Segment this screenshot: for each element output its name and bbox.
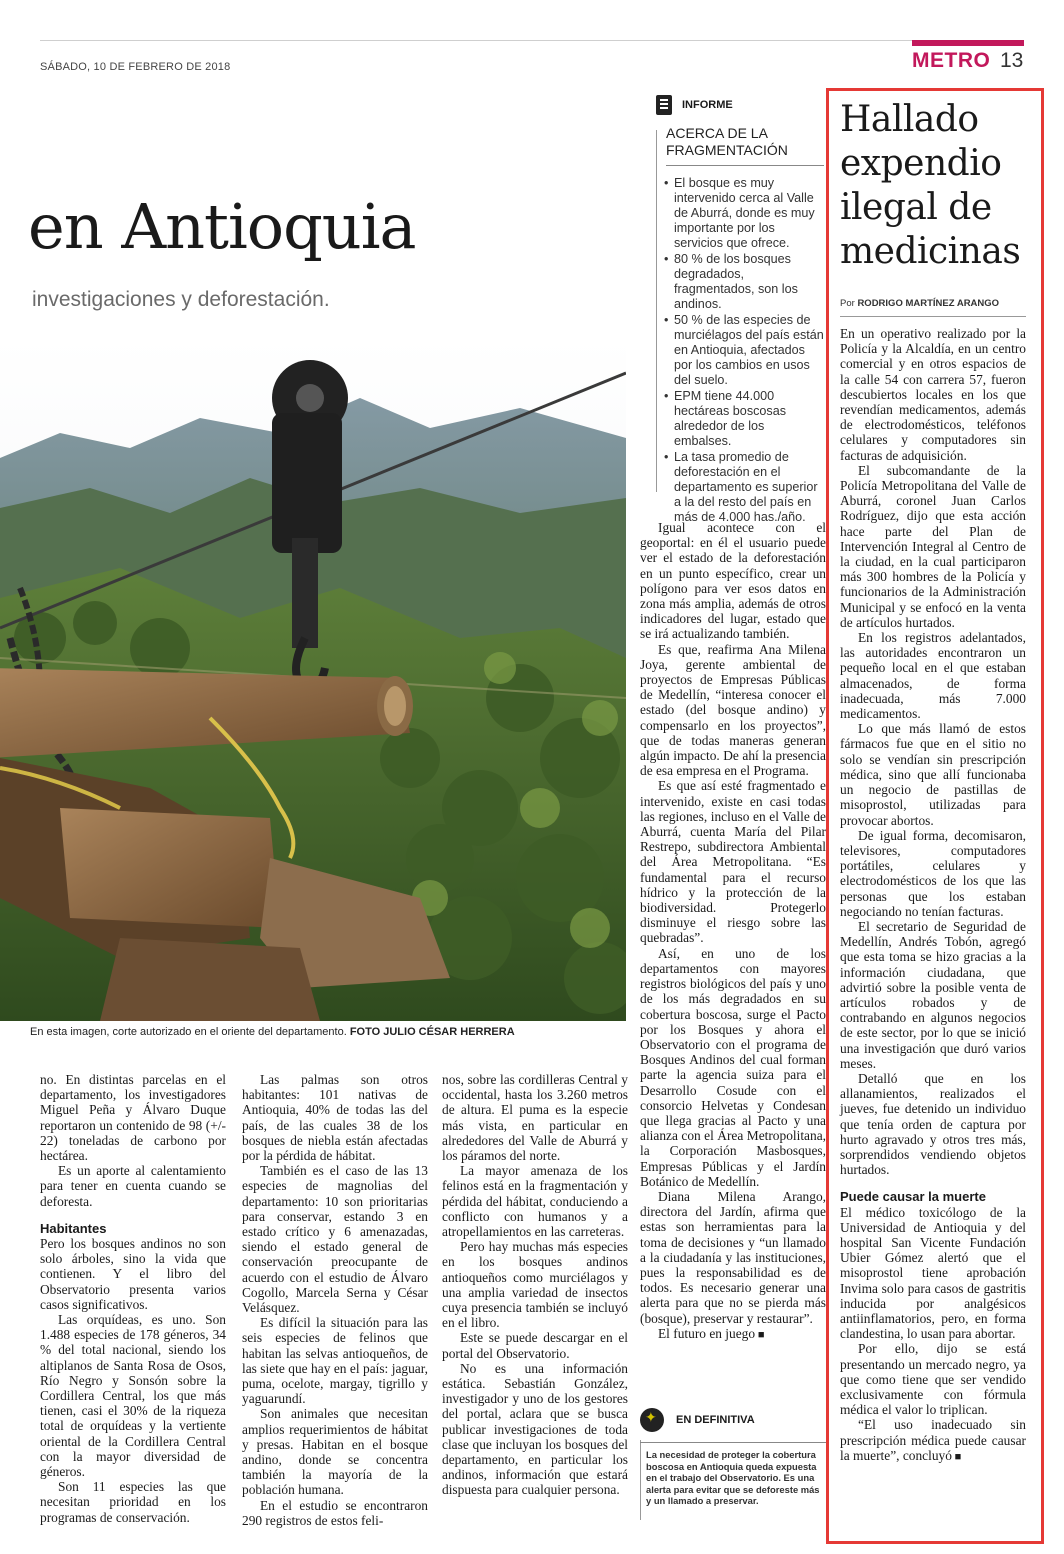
paragraph: Son animales que necesitan amplios requerimientos de hábitat y presas. Habitan en el bosque andino, donde se concentra también la mayoría de la población humana. bbox=[242, 1406, 428, 1498]
list-item: • 80 % de los bosques degradados, fragmentados, son los andinos. bbox=[664, 252, 824, 312]
article-byline bbox=[840, 298, 999, 309]
byline-rule bbox=[840, 316, 1026, 317]
paragraph: Las orquídeas, es uno. Son 1.488 especies de 178 géneros, 34 % del total nacional, siendo los altiplanos de Santa Rosa de Osos, Río Negro y Sonsón sobre la Cordillera Central, los que más tienen, casi el 30% de la riqueza total de orquídeas y la vertiente oriental de la Cordillera Central con la mayor diversidad de géneros. bbox=[40, 1312, 226, 1480]
lead-photo bbox=[0, 338, 626, 1021]
paragraph: De igual forma, decomisaron, televisores, computadores portátiles, celulares y electrodomésticos de los que las personas que los estaban negociando no tenían facturas. bbox=[840, 827, 1026, 919]
paragraph: Detalló que en los allanamientos, realizados el jueves, fue detenido un individuo que tenía orden de captura por hurto agravado y otros tres más, sorprendidos vendiendo objetos hurtados. bbox=[840, 1070, 1026, 1178]
paragraph: Es que así esté fragmentado e intervenido, existe en casi todas las regiones, incluso en el Valle de Aburrá, cuenta María del Pilar Restrepo, subdirectora Ambiental del Área Metropolitana. “Es fundamental para el recurso hídrico y la protección de la biodiversidad. Protegerlo disminuye el riesgo sobre las quebradas”. bbox=[640, 778, 826, 946]
article-title: Hallado expendio ilegal de medicinas bbox=[840, 99, 1021, 272]
lead-subheadline: investigaciones y deforestación. bbox=[32, 288, 330, 311]
body-column-2 bbox=[242, 1072, 428, 1528]
paragraph: La mayor amenaza de los felinos está en la fragmentación y pérdida del hábitat, conduciendo a conflicto con humanos y a atropellamientos en las carreteras. bbox=[442, 1163, 628, 1240]
section-name: METRO bbox=[912, 49, 991, 72]
paragraph: En un operativo realizado por la Policía y la Alcaldía, en un centro comercial y en otros espacios de la calle 54 con carrera 57, fueron descubiertos locales en los que revendían medicamentos, además de electrodomésticos, teléfonos celulares y computadores sin facturas de adquisición. bbox=[840, 326, 1026, 463]
paragraph: nos, sobre las cordilleras Central y occidental, hasta los 3.260 metros de altura. El puma es la especie más vista, en particular en alrededores del Valle de Aburrá y los páramos del norte. bbox=[442, 1072, 628, 1164]
article-body bbox=[840, 326, 1026, 1465]
subheading-habitantes: Habitantes bbox=[40, 1220, 107, 1236]
definitiva-label: EN DEFINITIVA bbox=[676, 1414, 755, 1426]
lead-headline: en Antioquia bbox=[28, 190, 416, 263]
definitiva-rule bbox=[640, 1442, 826, 1443]
definitiva-header bbox=[640, 1408, 826, 1432]
paragraph: Las palmas son otros habitantes: 101 nativas de Antioquia, 40% de todas las del país, de las cuales 38 de los bosques de niebla están afectadas por la pérdida de hábitat. bbox=[242, 1072, 428, 1164]
paragraph: En el estudio se encontraron 290 registros de estos feli- bbox=[242, 1497, 428, 1528]
byline-prefix: Por bbox=[840, 298, 855, 309]
paragraph: El secretario de Seguridad de Medellín, Andrés Tobón, agregó que esta toma se hizo gracias a la información ciudadana, que advirtió sobre la posible venta de artículos robados y de contrabando en algunos negocios de este sector, por lo que se inició una investigación que duró varios meses. bbox=[840, 918, 1026, 1071]
paragraph: Por ello, dijo se está presentando un mercado negro, ya que como tiene que ser vendido exclusivamente con fórmula médica el valor lo triplican. bbox=[840, 1341, 1026, 1418]
byline-author: RODRIGO MARTÍNEZ ARANGO bbox=[857, 298, 1000, 309]
informe-header bbox=[656, 95, 824, 115]
caption-credit: FOTO JULIO CÉSAR HERRERA bbox=[349, 1026, 515, 1038]
body-column-3 bbox=[442, 1072, 628, 1498]
paragraph: Es que, reafirma Ana Milena Joya, gerente ambiental de proyectos de Empresas Públicas de Medellín, “interesa conocer el estado (del bosque andino) y compensarlo en los proyectos”, que de todas maneras generan algún impacto. De ahí la presencia de esa empresa en el Programa. bbox=[640, 641, 826, 779]
caption-text: En esta imagen, corte autorizado en el oriente del departamento. bbox=[30, 1026, 347, 1038]
paragraph: El médico toxicólogo de la Universidad de Antioquia y del hospital San Vicente Fundación Ubier Gómez alertó que el misoprostol tiene aprobación Invima solo para casos de gastritis inducida por analgésicos antiinflamatorios, pero, en forma clandestina, lo usan para abortar. bbox=[840, 1204, 1026, 1342]
top-rule bbox=[40, 40, 1022, 41]
list-item: • La tasa promedio de deforestación en el departamento es superior a la del resto del país en más de 4.000 has./año. bbox=[664, 450, 824, 525]
paragraph: no. En distintas parcelas en el departamento, los investigadores Miguel Peña y Álvaro Duque reportaron un contenido de 98 (+/- 22) toneladas de carbono por hectárea. bbox=[40, 1072, 226, 1164]
subheading-puede-causar-la-muerte: Puede causar la muerte bbox=[840, 1189, 986, 1205]
paragraph: Este se puede descargar en el portal del Observatorio. bbox=[442, 1330, 628, 1361]
paragraph: No es una información estática. Sebastián González, investigador y uno de los gestores del portal, aclara que se busca publicar investigaciones de toda clase que incluyan los bosques del departamento, en particular los andinos, información que estará dispuesta para cualquier persona. bbox=[442, 1360, 628, 1498]
paragraph: El subcomandante de la Policía Metropolitana del Valle de Aburrá, coronel Juan Carlos Rodríguez, dijo que esta acción hace parte del Plan de Intervención Integral al Centro de la ciudad, en la cual participaron más 300 hombres de la Policía y funcionarios de la Administración Municipal y se enfocó en la venta de artículos hurtados. bbox=[840, 462, 1026, 630]
informe-label: INFORME bbox=[682, 99, 733, 111]
list-item: • El bosque es muy intervenido cerca al Valle de Aburrá, donde es muy importante por los servicios que ofrece. bbox=[664, 176, 824, 251]
body-column-4 bbox=[640, 520, 826, 1343]
issue-date: SÁBADO, 10 DE FEBRERO DE 2018 bbox=[40, 61, 231, 73]
document-icon bbox=[656, 95, 672, 115]
en-definitiva-box bbox=[640, 1408, 826, 1507]
paragraph: Así, en uno de los departamentos con mayores registros biológicos del país y uno de los más degradados en su cobertura boscosa, surge el Pacto por los Bosques y ahora el Observatorio con el programa de Bosques Andinos del cual forman parte la agencia suiza para el Desarrollo Cosude con el consorcio Helvetas y Condesan que llega gracias al Pacto y una alianza con el Área Metropolitana, la Corporación Masbosques, Empresas Públicas y el Jardín Botánico de Medellín. bbox=[640, 945, 826, 1189]
paragraph: “El uso inadecuado sin prescripción médica puede causar la muerte”, concluyó ■ bbox=[840, 1417, 1026, 1465]
paragraph: Son 11 especies las que necesitan prioridad en los programas de conservación. bbox=[40, 1479, 226, 1525]
informe-rule bbox=[666, 165, 824, 166]
paragraph: También es el caso de las 13 especies de magnolias del departamento: 10 son prioritarias para conservar, estando 3 en estado crítico y 6 amenazadas, siendo el estado general de conservación preocupante de acuerdo con el estudio de Álvaro Cogollo, Marcela Serna y César Velásquez. bbox=[242, 1163, 428, 1316]
paragraph: Es difícil la situación para las seis especies de felinos que habitan las selvas antioqueños, de las siete que hay en el país: jaguar, puma, ocelote, margay, tigrillo y yaguarundí. bbox=[242, 1315, 428, 1407]
photo-caption bbox=[30, 1026, 515, 1038]
paragraph: Igual acontece con el geoportal: en él el usuario puede ver el estado de la deforestación en un punto específico, crear un polígono para ver esos datos en zona más amplia, además de otros indicadores del lugar, estado que se irá actualizando también. bbox=[640, 520, 826, 642]
paragraph: Pero hay muchas más especies en los bosques andinos antioqueños como murciélagos y una amplia variedad de insectos cuya presencia también se incluyó en el libro. bbox=[442, 1239, 628, 1331]
sparkle-icon bbox=[640, 1408, 664, 1432]
paragraph: El futuro en juego ■ bbox=[640, 1326, 826, 1343]
paragraph: Pero los bosques andinos no son solo árboles, sino la vida que contienen. Y el libro del Observatorio presenta varios casos significativos. bbox=[40, 1236, 226, 1312]
cable-pulley-forest-photo bbox=[0, 338, 626, 1021]
paragraph: Diana Milena Arango, directora del Jardín, afirma que estas son herramientas para la toma de decisiones y “un llamado a la ciudadanía y las instituciones, pues la responsabilidad es de todos. Es necesario generar una alerta para que no se pierda más (bosque), preservar y restaurar”. bbox=[640, 1188, 826, 1326]
paragraph: En los registros adelantados, las autoridades encontraron un pequeño local en el que estaban almacenados, de forma inadecuada, más 7.000 medicamentos. bbox=[840, 630, 1026, 722]
section-accent-bar bbox=[912, 40, 1024, 46]
list-item: • EPM tiene 44.000 hectáreas boscosas alrededor de los embalses. bbox=[664, 389, 824, 449]
paragraph: Lo que más llamó de estos fármacos fue que en el sitio no solo se vendían sin prescripción médica, sino que allí funcionaba un negocio de pastillas de misoprostol, utilizadas para provocar abortos. bbox=[840, 721, 1026, 828]
list-item: • 50 % de las especies de murciélagos del país están en Antioquia, afectados por los cambios en usos del suelo. bbox=[664, 313, 824, 388]
informe-box bbox=[656, 95, 824, 526]
page-number: 13 bbox=[1000, 49, 1024, 72]
definitiva-text: La necesidad de proteger la cobertura boscosa en Antioquia queda expuesta en el trabajo del Observatorio. Es una alerta para evitar que se deforeste más y un llamado a preservar. bbox=[646, 1449, 820, 1507]
body-column-1 bbox=[40, 1072, 226, 1525]
informe-list bbox=[656, 176, 824, 525]
paragraph: Es un aporte al calentamiento para tener en cuenta cuando se deforesta. bbox=[40, 1163, 226, 1209]
informe-title: ACERCA DE LA FRAGMENTACIÓN bbox=[666, 125, 788, 158]
